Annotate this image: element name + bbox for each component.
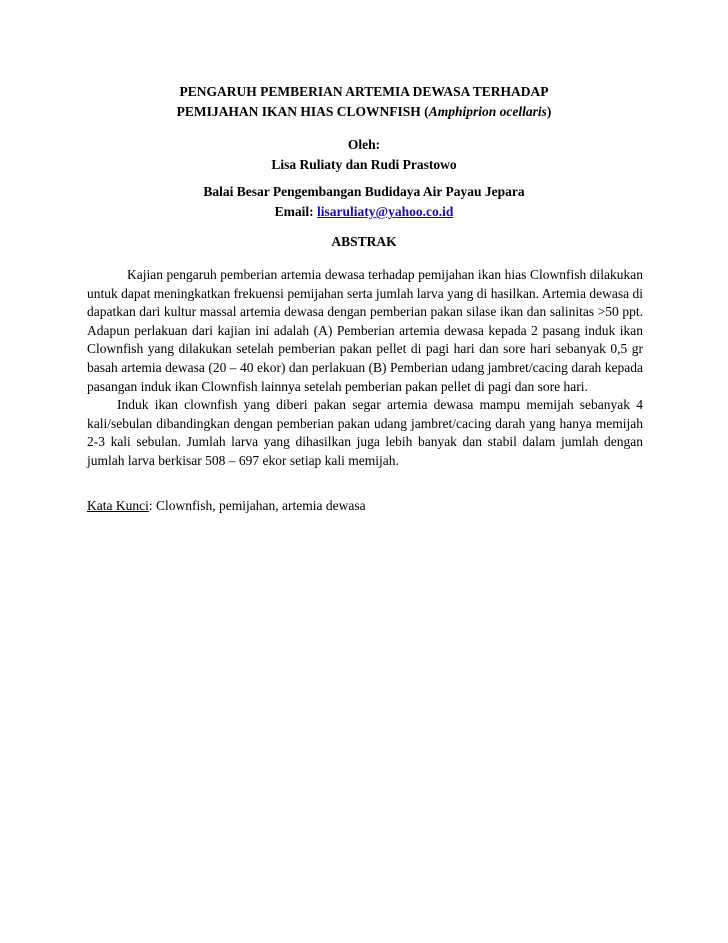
title-line-1: PENGARUH PEMBERIAN ARTEMIA DEWASA TERHADAP	[179, 84, 549, 99]
abstract-body	[87, 266, 643, 471]
keywords-values: Clownfish, pemijahan, artemia dewasa	[156, 498, 366, 513]
byline-label: Oleh:	[347, 137, 381, 152]
title-line-2-prefix: PEMIJAHAN IKAN HIAS CLOWNFISH (	[176, 104, 429, 119]
email-label: Email:	[274, 204, 318, 219]
abstract-heading: ABSTRAK	[331, 234, 397, 249]
email-line	[0, 202, 728, 222]
keywords-separator: :	[148, 498, 156, 513]
paper-title	[0, 82, 728, 122]
title-line-2	[0, 102, 728, 122]
species-name: Amphiprion ocellaris	[428, 104, 547, 119]
keywords-label: Kata Kunci	[87, 498, 149, 513]
authors: Lisa Ruliaty dan Rudi Prastowo	[271, 157, 457, 172]
byline	[0, 135, 728, 175]
institution: Balai Besar Pengembangan Budidaya Air Payau Jepara	[203, 184, 525, 199]
abstract-paragraph-2: Induk ikan clownfish yang diberi pakan segar artemia dewasa mampu memijah sebanyak 4 kali/sebulan dibandingkan dengan pemberian pakan udang jambret/cacing darah yang hanya memijah 2-3 kali sebulan. Jumlah larva yang dihasilkan juga lebih banyak dan stabil dalam jumlah dengan jumlah larva berkisar 508 – 697 ekor setiap kali memijah.	[87, 397, 643, 468]
title-line-2-suffix: )	[546, 104, 552, 119]
abstract-paragraph-1: Kajian pengaruh pemberian artemia dewasa terhadap pemijahan ikan hias Clownfish dilakukan untuk dapat meningkatkan frekuensi pemijahan serta jumlah larva yang di hasilkan. Artemia dewasa di dapatkan dari kultur massal artemia dewasa dengan pemberian pakan silase ikan dan salinitas >50 ppt. Adapun perlakuan dari kajian ini adalah (A) Pemberian artemia dewasa kepada 2 pasang induk ikan Clownfish yang dilakukan setelah pemberian pakan pellet di pagi hari dan sore hari sebanyak 0,5 gr basah artemia dewasa (20 – 40 ekor) dan perlakuan (B) Pemberian udang jambret/cacing darah kepada pasangan induk ikan Clownfish lainnya setelah pemberian pakan pellet di pagi dan sore hari.	[87, 267, 643, 394]
keywords	[87, 496, 643, 516]
affiliation	[0, 182, 728, 222]
email-link[interactable]: lisaruliaty@yahoo.co.id	[317, 204, 454, 219]
